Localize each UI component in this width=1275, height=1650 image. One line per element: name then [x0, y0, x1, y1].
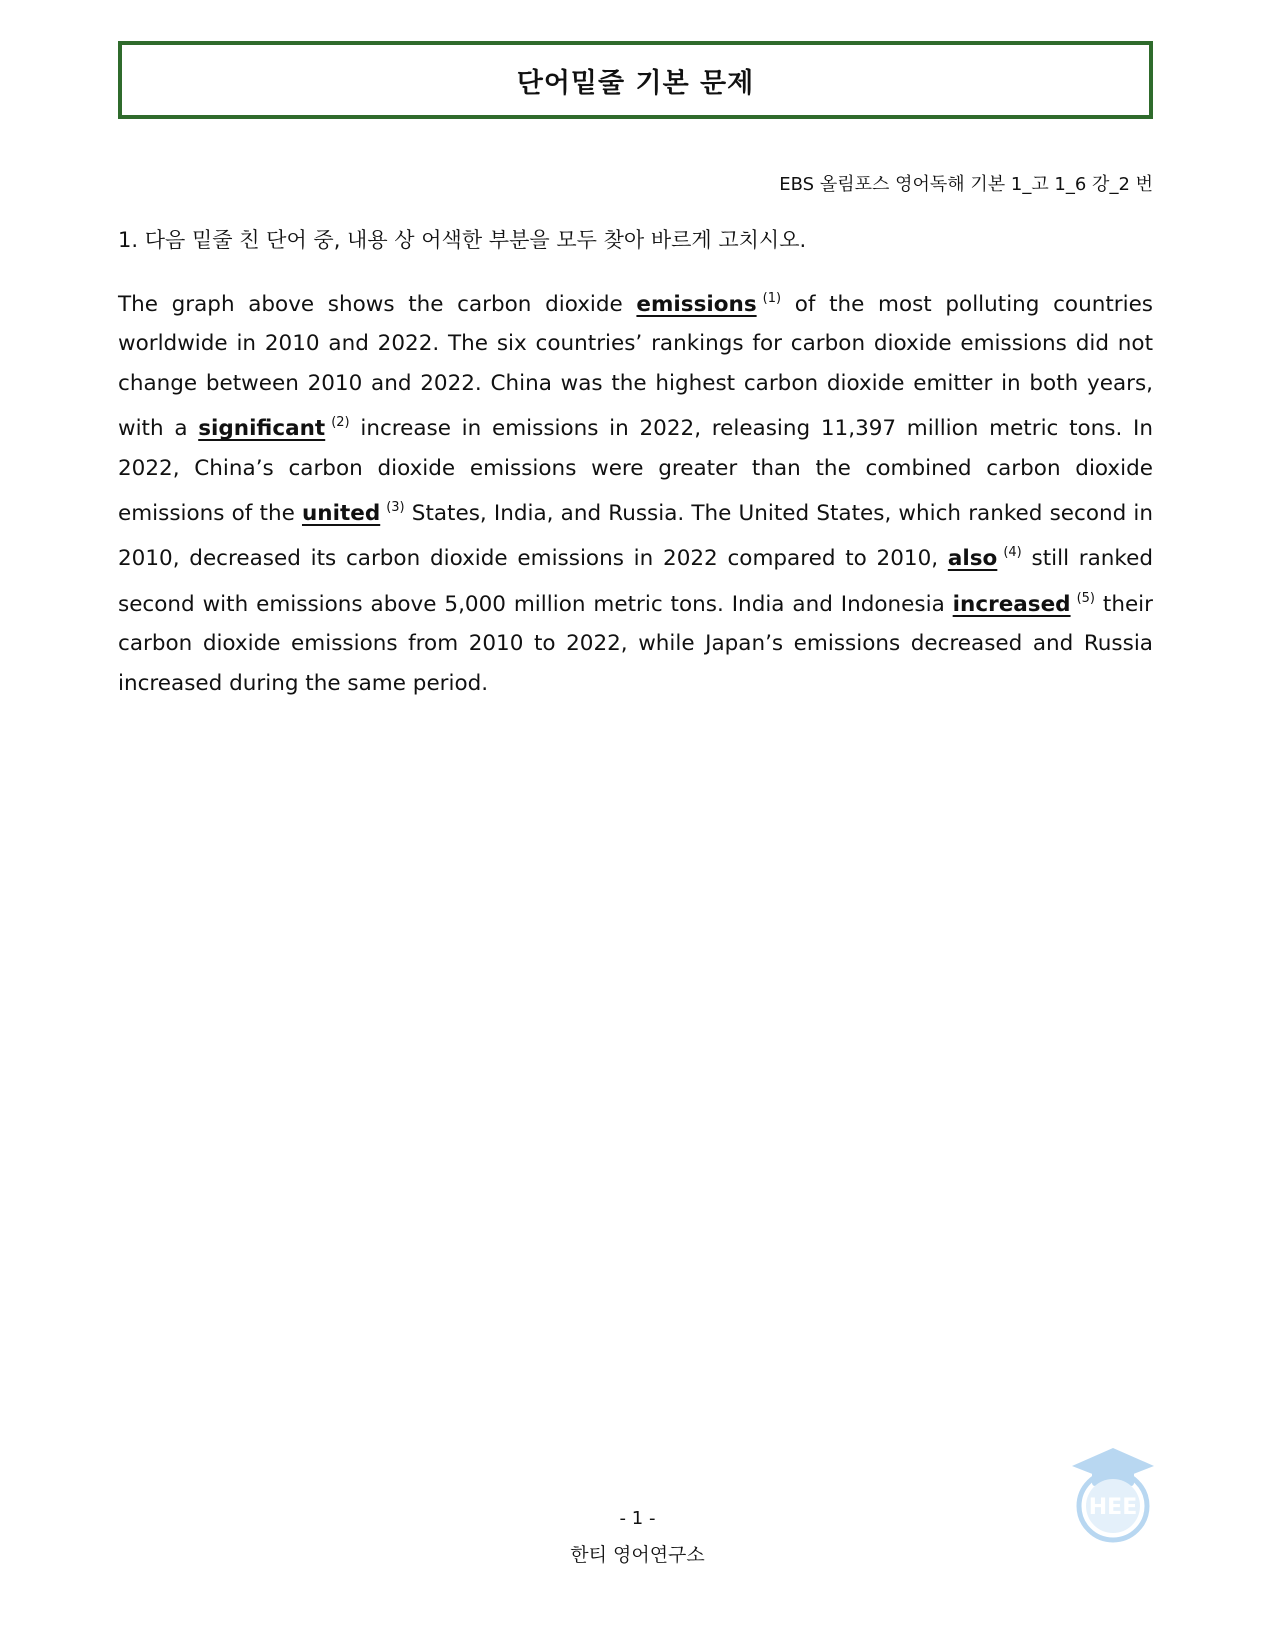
item-number-3: (3) — [386, 500, 405, 516]
underlined-word-3: united — [301, 501, 381, 527]
underlined-word-2: significant — [198, 416, 326, 442]
item-number-5: (5) — [1076, 590, 1095, 606]
source-reference: EBS 올림포스 영어독해 기본 1_고 1_6 강_2 번 — [779, 174, 1153, 195]
passage-text: States, India, and Russia. The United States, which ranked second in 2010, decreased its carbon dioxide emissions in 2022 compared to 2010, — [118, 501, 1154, 572]
passage-text: still ranked second with emissions above 5,000 million metric tons. India and Indonesia — [118, 546, 1153, 617]
question-prompt: 1. 다음 밑줄 친 단어 중, 내용 상 어색한 부분을 모두 찾아 바르게 고치시오. — [118, 228, 807, 252]
passage — [118, 279, 1153, 703]
footer-organization: 한티 영어연구소 — [570, 1544, 705, 1566]
title-box — [118, 41, 1153, 119]
passage-text: their carbon dioxide emissions from 2010 to 2022, while Japan’s emissions decreased and Russia increased during the same period. — [118, 591, 1154, 696]
underlined-word-4: also — [947, 546, 998, 572]
passage-text: increase in emissions in 2022, releasing 11,397 million metric tons. In 2022, China’s carbon dioxide emissions were greater than the combined carbon dioxide emissions of the — [118, 416, 1153, 527]
logo-text: HEE — [1088, 1495, 1138, 1520]
graduation-cap-icon — [1068, 1446, 1158, 1544]
passage-text: of the most polluting countries worldwide in 2010 and 2022. The six countries’ rankings for carbon dioxide emissions did not change between 2010 and 2022. China was the highest carbon dioxide emitter in both years, with a — [118, 292, 1153, 442]
page-title: 단어밑줄 기본 문제 — [516, 67, 755, 99]
item-number-4: (4) — [1003, 545, 1022, 561]
page-number: - 1 - — [619, 1508, 656, 1529]
underlined-word-5: increased — [952, 591, 1071, 617]
passage-text: The graph above shows the carbon dioxide — [118, 292, 637, 317]
underlined-word-1: emissions — [636, 292, 757, 317]
item-number-2: (2) — [331, 415, 350, 431]
item-number-1: (1) — [762, 291, 782, 306]
